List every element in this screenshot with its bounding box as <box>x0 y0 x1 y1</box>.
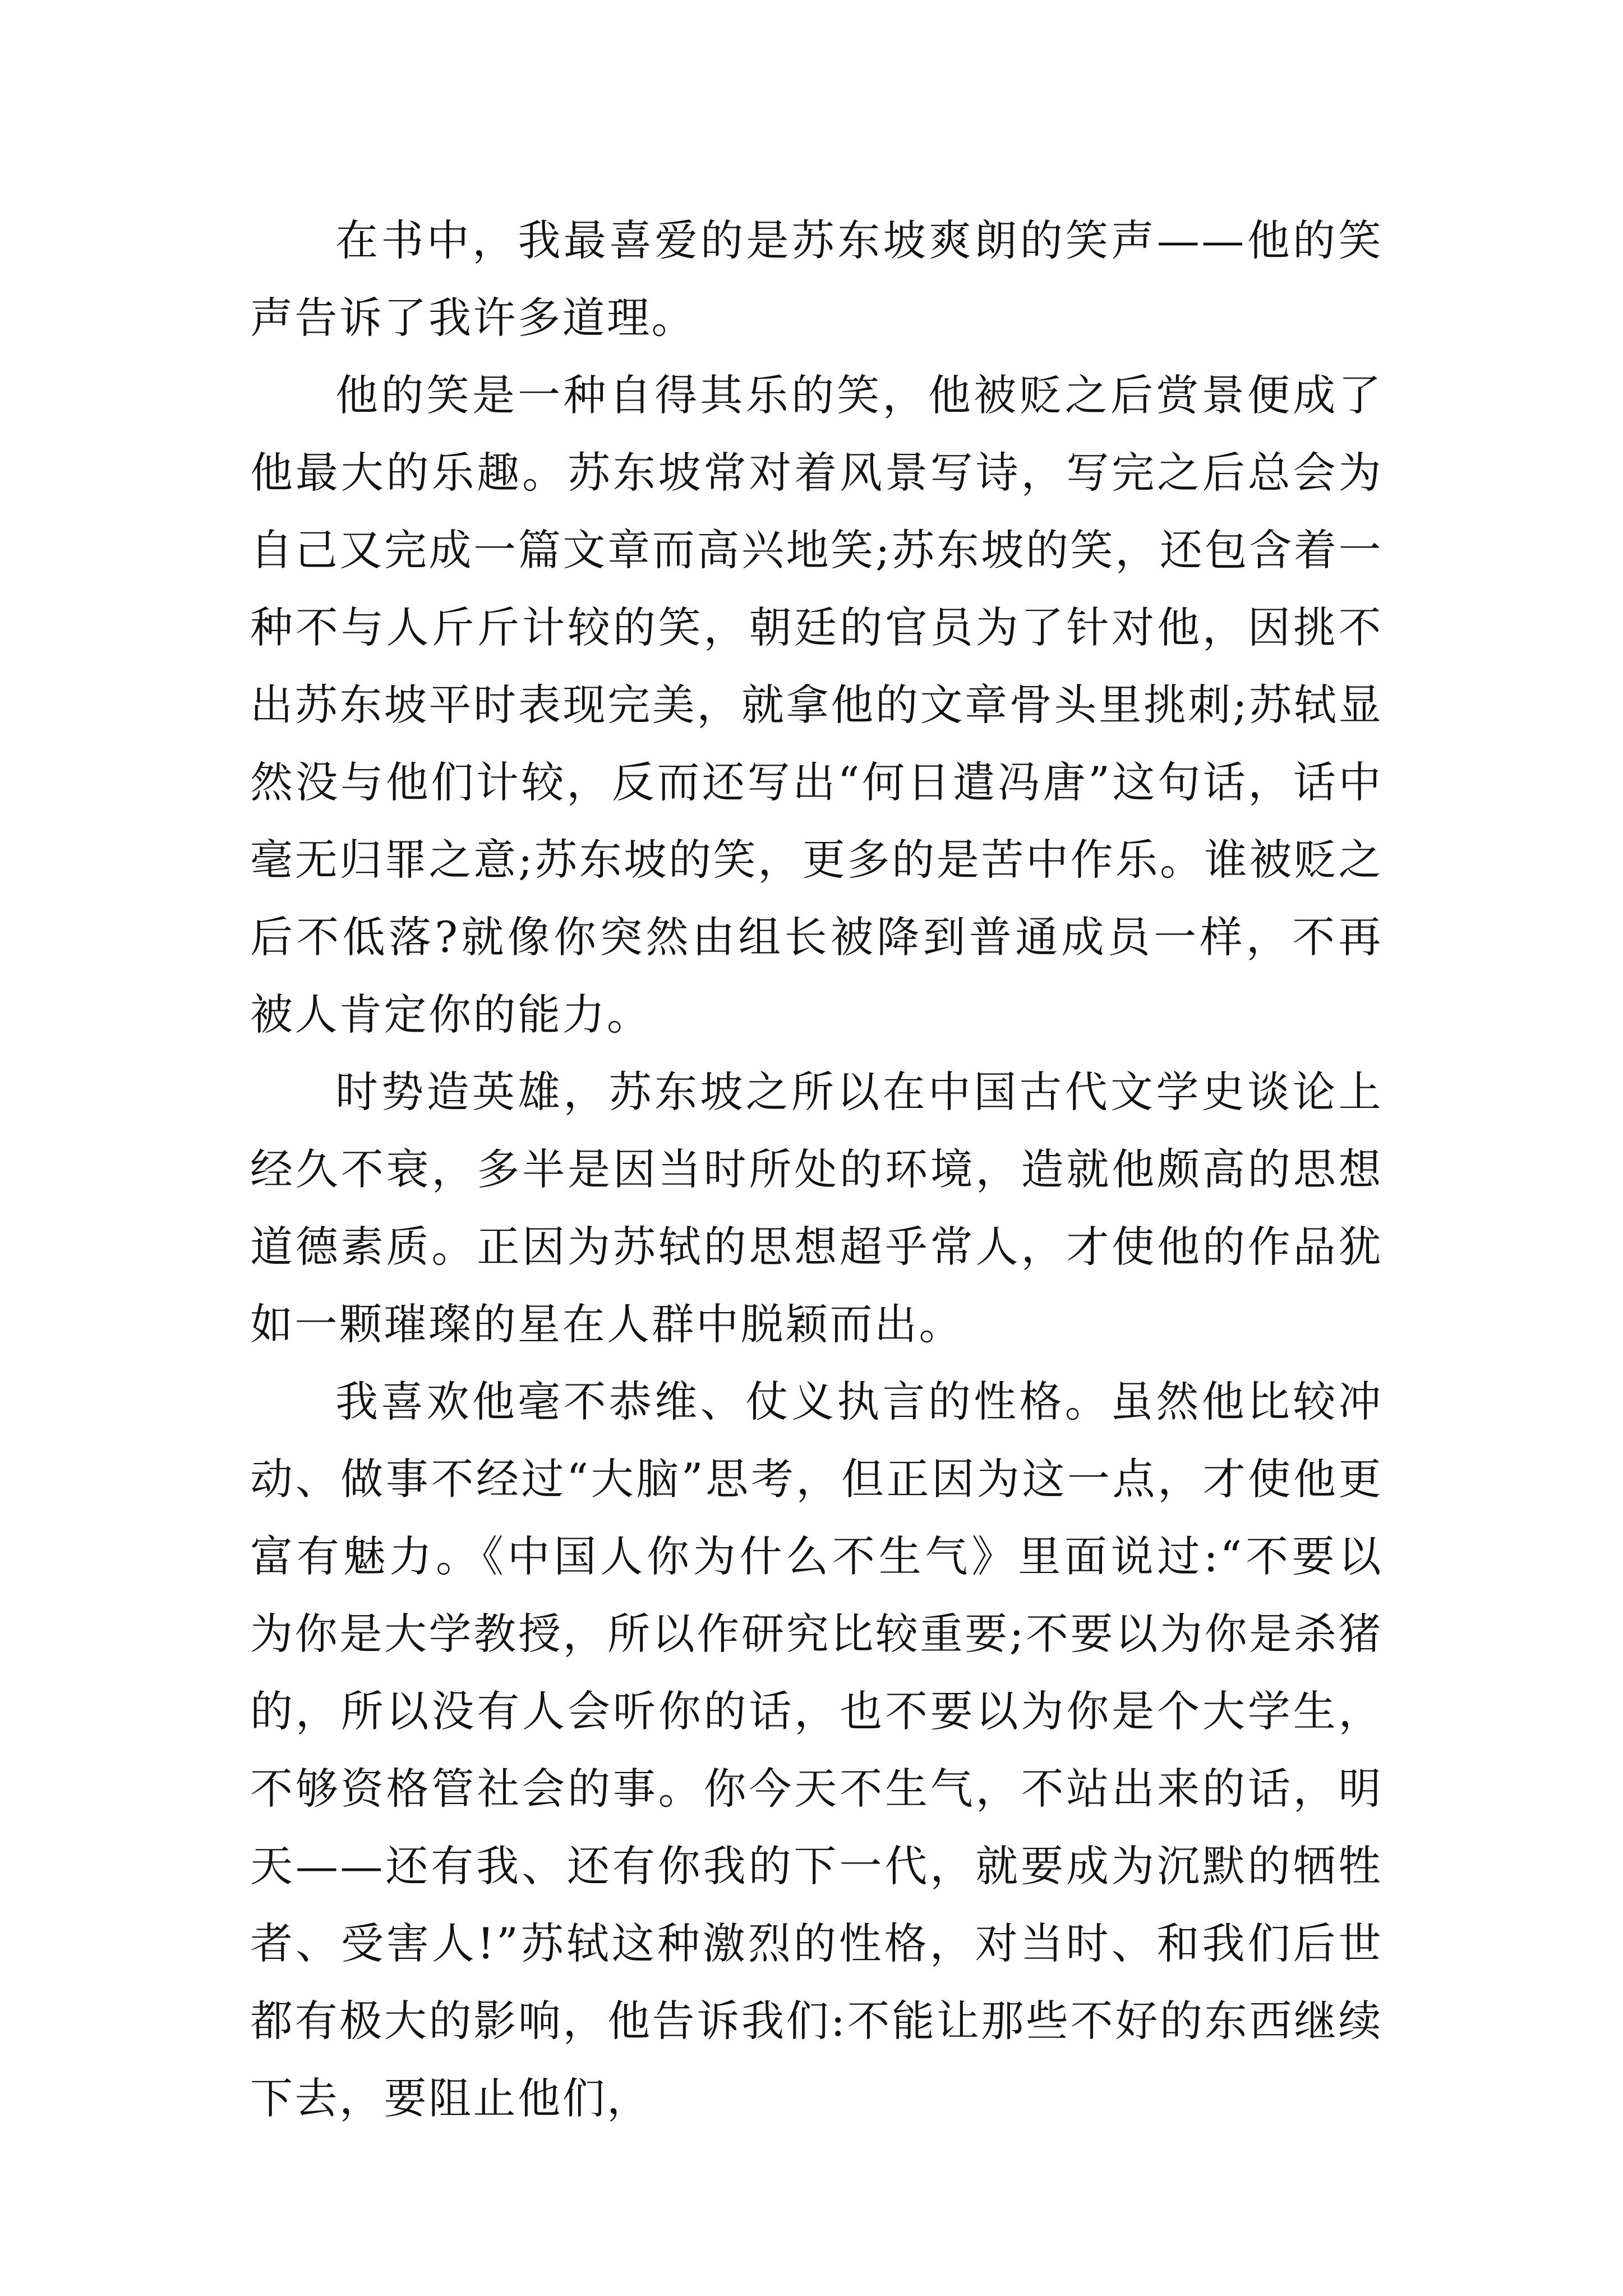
paragraph-3: 时势造英雄，苏东坡之所以在中国古代文学史谈论上经久不衰，多半是因当时所处的环境，造就他颇高的思想道德素质。正因为苏轼的思想超乎常人，才使他的作品犹如一颗璀璨的星在人群中脱颖而出。 <box>250 1067 1383 1349</box>
body-text <box>250 202 1383 2137</box>
paragraph-1: 在书中，我最喜爱的是苏东坡爽朗的笑声——他的笑声告诉了我许多道理。 <box>250 215 1383 343</box>
paragraph-2: 他的笑是一种自得其乐的笑，他被贬之后赏景便成了他最大的乐趣。苏东坡常对着风景写诗，写完之后总会为自己又完成一篇文章而高兴地笑;苏东坡的笑，还包含着一种不与人斤斤计较的笑，朝廷的官员为了针对他，因挑不出苏东坡平时表现完美，就拿他的文章骨头里挑刺;苏轼显然没与他们计较，反而还写出“何日遣冯唐”这句话，话中毫无归罪之意;苏东坡的笑，更多的是苦中作乐。谁被贬之后不低落?就像你突然由组长被降到普通成员一样，不再被人肯定你的能力。 <box>250 370 1383 1039</box>
paragraph-4: 我喜欢他毫不恭维、仗义执言的性格。虽然他比较冲动、做事不经过“大脑”思考，但正因为这一点，才使他更富有魅力。《中国人你为什么不生气》里面说过:“不要以为你是大学教授，所以作研究比较重要;不要以为你是杀猪的，所以没有人会听你的话，也不要以为你是个大学生，不够资格管社会的事。你今天不生气，不站出来的话，明天——还有我、还有你我的下一代，就要成为沉默的牺牲者、受害人!”苏轼这种激烈的性格，对当时、和我们后世都有极大的影响，他告诉我们:不能让那些不好的东西继续下去，要阻止他们， <box>250 1377 1383 2123</box>
